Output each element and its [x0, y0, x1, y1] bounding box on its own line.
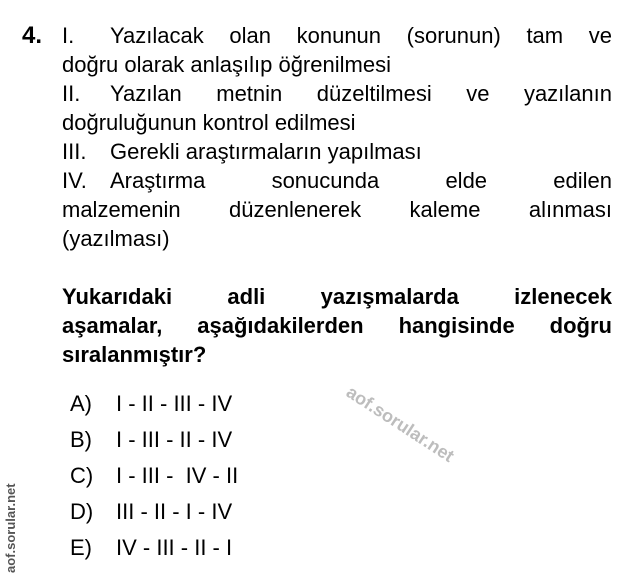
watermark-side: aof.sorular.net: [3, 483, 18, 573]
statement-i-line-1: [62, 21, 612, 50]
question-prompt: [62, 282, 612, 369]
statement-iii-text-1: Gerekli araştırmaların yapılması: [110, 139, 422, 164]
choice-c-letter: C): [70, 463, 94, 488]
statement-i-text-1: Yazılacak olan konunun (sorunun) tam ve: [110, 23, 612, 48]
choice-e-letter: E): [70, 535, 92, 560]
choice-d-letter: D): [70, 499, 94, 524]
statement-iii-label: III.: [62, 139, 87, 164]
statement-iv-line-1: [62, 166, 612, 195]
statement-ii-label: II.: [62, 81, 81, 106]
choice-e[interactable]: [70, 530, 238, 566]
choice-b[interactable]: [70, 422, 238, 458]
statement-iv-line-2: malzemenin düzenlenerek kaleme alınması: [62, 197, 612, 222]
statement-iv-line-3: (yazılması): [62, 226, 170, 251]
choice-a-text: I - II - III - IV: [116, 391, 233, 416]
statement-iv-label: IV.: [62, 168, 87, 193]
choice-d-text: III - II - I - IV: [116, 499, 233, 524]
statement-iii-line-1: [62, 137, 612, 166]
choice-c-text: I - III - IV - II: [116, 463, 239, 488]
choice-a[interactable]: [70, 386, 238, 422]
choice-c[interactable]: [70, 458, 238, 494]
statement-i-label: I.: [62, 23, 75, 48]
statement-ii-text-1: Yazılan metnin düzeltilmesi ve yazılanın: [110, 81, 612, 106]
prompt-line-3: sıralanmıştır?: [62, 342, 207, 367]
watermark-diagonal: aof.sorular.net: [342, 381, 458, 467]
prompt-line-1: Yukarıdaki adli yazışmalarda izlenecek: [62, 284, 612, 309]
statement-iv-text-1: Araştırma sonucunda elde edilen: [110, 168, 612, 193]
statement-ii-line-2: doğruluğunun kontrol edilmesi: [62, 110, 356, 135]
statement-list: [62, 21, 612, 253]
statement-i-line-2: doğru olarak anlaşılıp öğrenilmesi: [62, 52, 391, 77]
prompt-line-2: aşamalar, aşağıdakilerden hangisinde doğru: [62, 313, 612, 338]
answer-choices: [70, 386, 238, 566]
statement-ii-line-1: [62, 79, 612, 108]
question-number: 4.: [22, 22, 43, 49]
choice-b-letter: B): [70, 427, 92, 452]
choice-a-letter: A): [70, 391, 92, 416]
choice-e-text: IV - III - II - I: [116, 535, 233, 560]
choice-d[interactable]: [70, 494, 238, 530]
choice-b-text: I - III - II - IV: [116, 427, 233, 452]
